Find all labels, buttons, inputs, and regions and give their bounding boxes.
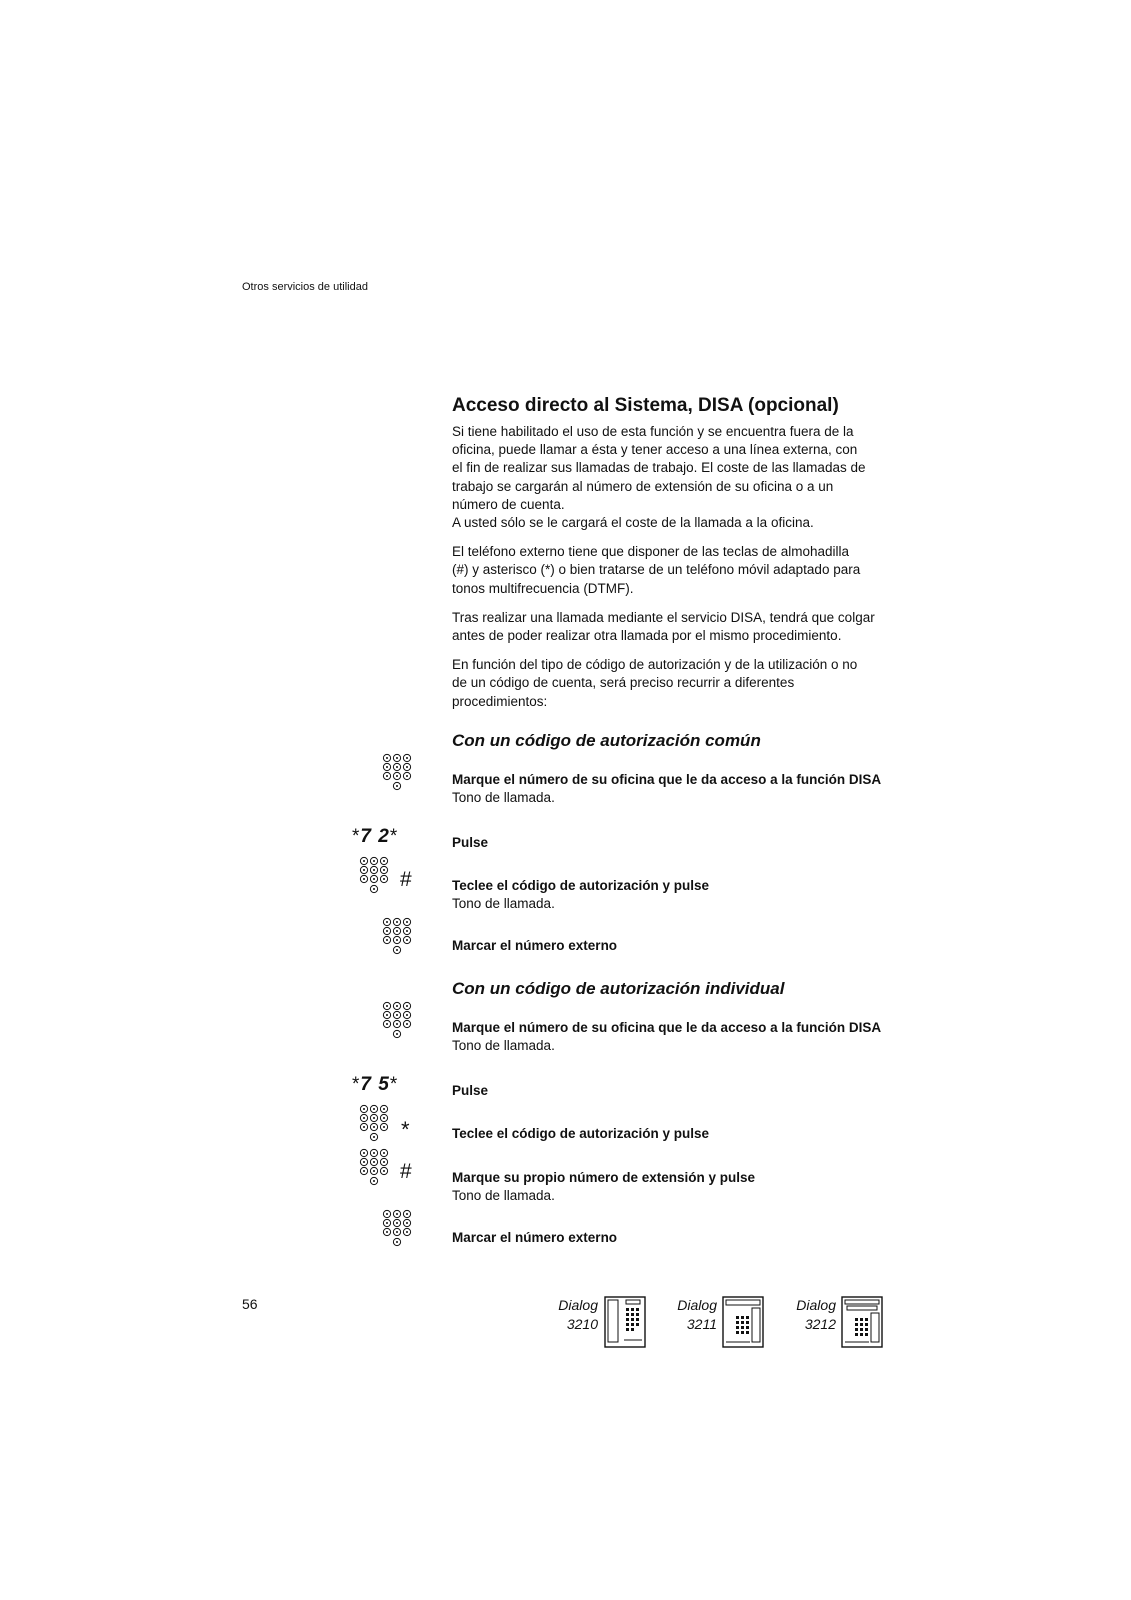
- step-press: [452, 834, 912, 852]
- text-line: Si tiene habilitado el uso de esta función y se encuentra fuera de la: [452, 424, 854, 439]
- model-number: 3211: [686, 1316, 717, 1332]
- text-line: el fin de realizar sus llamadas de trabajo. El coste de las llamadas de: [452, 460, 866, 476]
- step-press: [452, 1082, 912, 1100]
- asterisk-key-icon: *: [401, 1117, 410, 1142]
- intro-paragraph-1: [452, 423, 902, 532]
- text-line: tonos multifrecuencia (DTMF).: [452, 580, 634, 596]
- desk-phone-icon: [841, 1296, 883, 1348]
- text-line: En función del tipo de código de autorización y de la utilización o no: [452, 657, 858, 673]
- model-number: 3210: [566, 1316, 598, 1332]
- page-number: 56: [242, 1296, 258, 1312]
- keypad-icon: [359, 856, 393, 896]
- text-line: El teléfono externo tiene que disponer de las teclas de almohadilla: [452, 544, 850, 560]
- section-heading-common: Con un código de autorización común: [452, 731, 761, 750]
- step-instruction: Marque el número de su oficina que le da acceso a la función DISA: [452, 772, 882, 787]
- model-label-3211: [672, 1296, 717, 1334]
- text-line: trabajo se cargarán al número de extensión de su oficina o a un: [452, 478, 834, 494]
- step-instruction: Marcar el número externo: [452, 1230, 618, 1245]
- step-own-extension: [452, 1169, 912, 1205]
- step-dial-external: [452, 1229, 912, 1247]
- code-digits: 7 2: [360, 826, 390, 847]
- step-instruction: Teclee el código de autorización y pulse: [452, 1126, 710, 1141]
- keypad-icon: [359, 1148, 393, 1188]
- keypad-icon: [382, 1001, 416, 1041]
- keypad-icon: [359, 1104, 393, 1144]
- model-number: 3212: [804, 1316, 836, 1332]
- step-instruction: Pulse: [452, 1083, 489, 1098]
- step-instruction: Pulse: [452, 835, 489, 850]
- text-line: procedimientos:: [452, 693, 548, 709]
- key-sequence-75: [352, 1074, 398, 1096]
- step-dial-office: [452, 1019, 912, 1055]
- model-label-3210: [553, 1296, 598, 1334]
- asterisk-key-icon: *: [389, 826, 399, 847]
- intro-paragraph-4: [452, 656, 902, 711]
- intro-paragraph-2: [452, 543, 902, 598]
- intro-paragraph-3: [452, 609, 902, 645]
- step-instruction: Teclee el código de autorización y pulse: [452, 878, 710, 893]
- text-line: (#) y asterisco (*) o bien tratarse de un teléfono móvil adaptado para: [452, 562, 861, 578]
- step-dial-office: [452, 771, 912, 807]
- step-note: Tono de llamada.: [452, 1188, 555, 1203]
- text-line: número de cuenta.: [452, 496, 565, 512]
- model-label-3212: [791, 1296, 836, 1334]
- hash-key-icon: #: [400, 868, 412, 891]
- step-auth-code: [452, 877, 912, 913]
- step-instruction: Marque el número de su oficina que le da acceso a la función DISA: [452, 1020, 882, 1035]
- keypad-icon: [382, 753, 416, 793]
- model-name: Dialog: [558, 1297, 598, 1313]
- text-line: A usted sólo se le cargará el coste de la llamada a la oficina.: [452, 515, 814, 531]
- asterisk-key-icon: *: [352, 1074, 361, 1095]
- text-line: Tras realizar una llamada mediante el servicio DISA, tendrá que colgar: [452, 609, 875, 625]
- step-instruction: Marcar el número externo: [452, 938, 618, 953]
- text-line: antes de poder realizar otra llamada por el mismo procedimiento.: [452, 628, 842, 644]
- step-note: Tono de llamada.: [452, 1038, 555, 1053]
- page-title: Acceso directo al Sistema, DISA (opcional): [452, 395, 839, 416]
- text-line: de un código de cuenta, será preciso recurrir a diferentes: [452, 675, 795, 691]
- keypad-icon: [382, 917, 416, 957]
- step-auth-code: [452, 1125, 912, 1143]
- asterisk-key-icon: *: [352, 826, 361, 847]
- hash-key-icon: #: [400, 1160, 412, 1183]
- code-digits: 7 5: [360, 1074, 390, 1095]
- desk-phone-icon: [604, 1296, 646, 1348]
- main-content: [452, 394, 902, 722]
- asterisk-key-icon: *: [389, 1074, 399, 1095]
- model-name: Dialog: [677, 1297, 717, 1313]
- text-line: oficina, puede llamar a ésta y tener acceso a una línea externa, con: [452, 442, 858, 458]
- desk-phone-icon: [722, 1296, 764, 1348]
- section-heading-individual: Con un código de autorización individual: [452, 979, 785, 998]
- step-dial-external: [452, 937, 912, 955]
- key-sequence-72: [352, 826, 398, 848]
- model-name: Dialog: [796, 1297, 836, 1313]
- step-note: Tono de llamada.: [452, 896, 555, 911]
- step-note: Tono de llamada.: [452, 790, 555, 805]
- keypad-icon: [382, 1209, 416, 1249]
- running-head: Otros servicios de utilidad: [242, 281, 368, 293]
- step-instruction: Marque su propio número de extensión y pulse: [452, 1170, 756, 1185]
